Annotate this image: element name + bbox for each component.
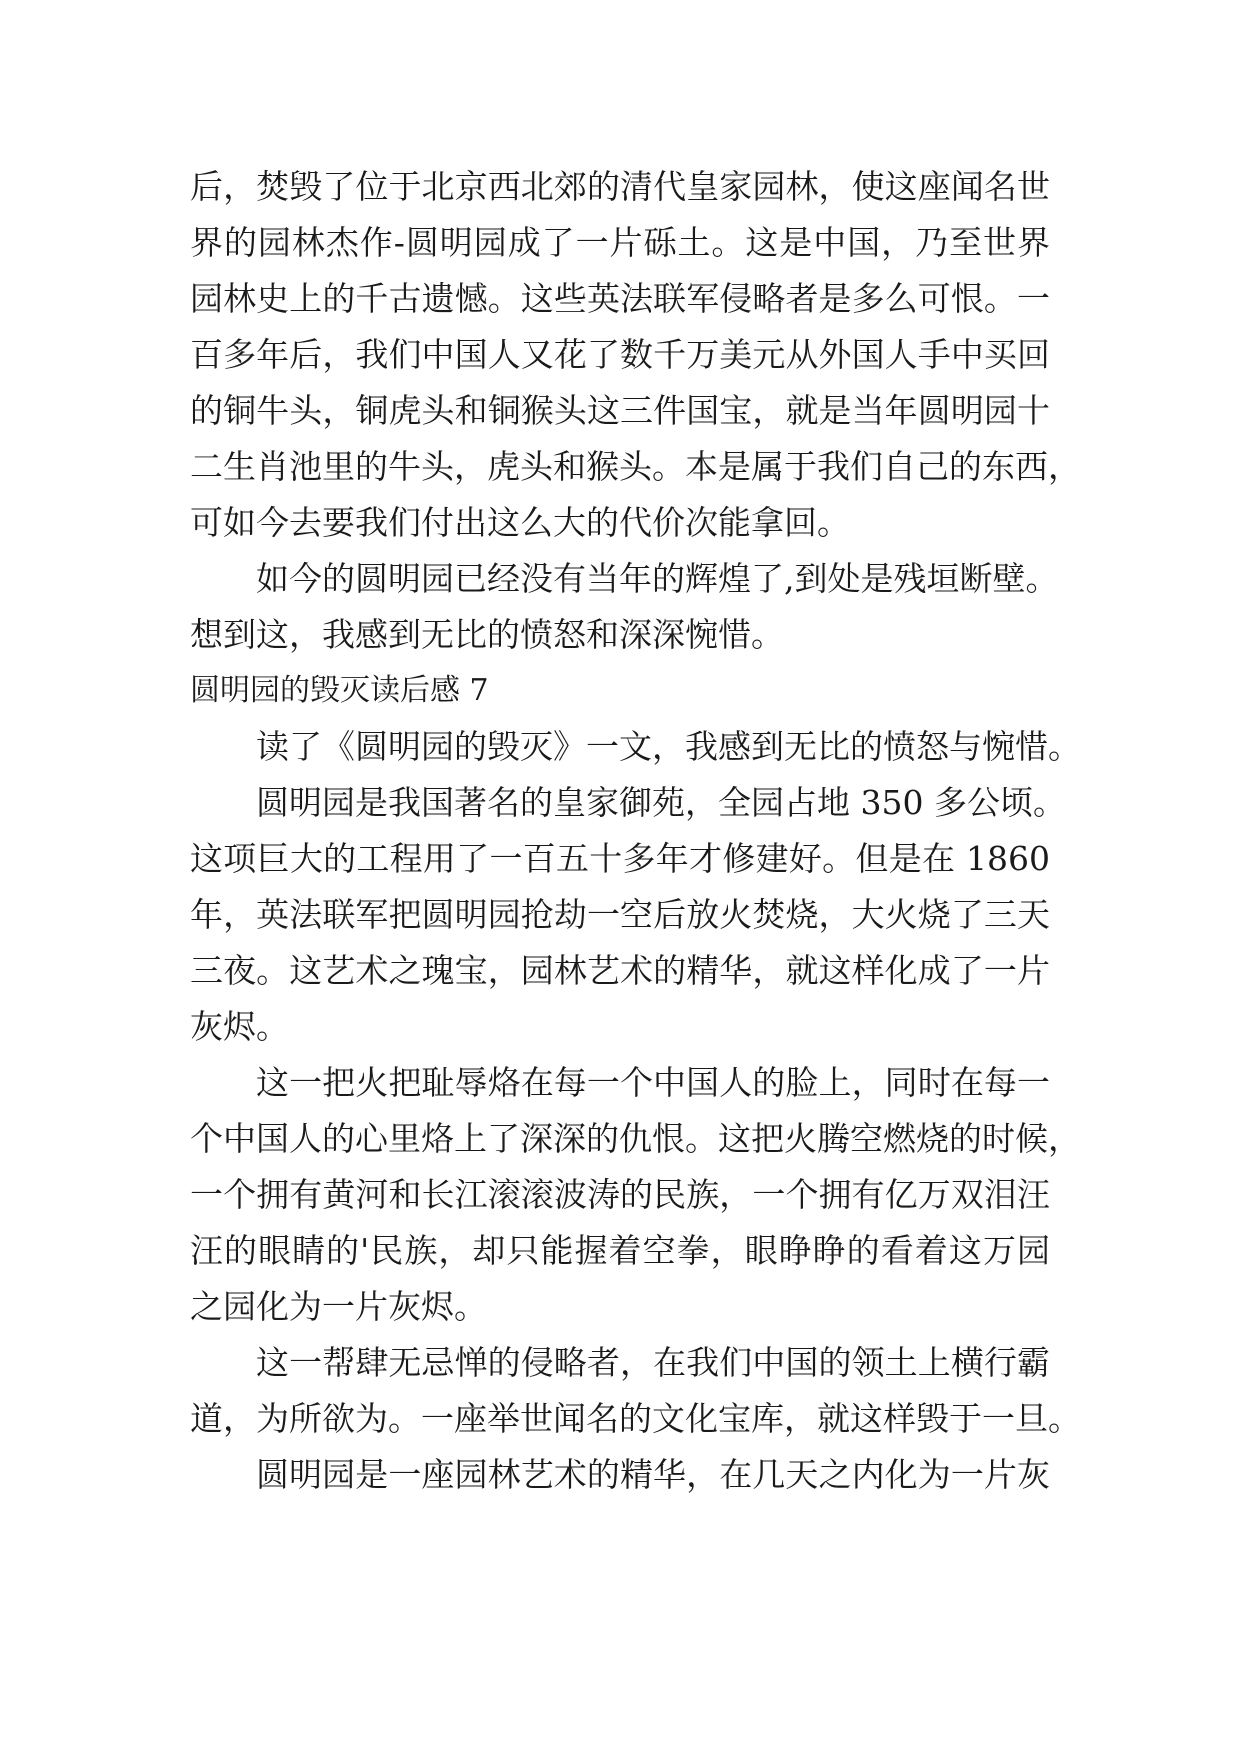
text-line: 圆明园是我国著名的皇家御苑，全园占地 350 多公顷。 <box>256 783 1066 822</box>
text-line: 这一把火把耻辱烙在每一个中国人的脸上，同时在每一 <box>256 1063 1050 1102</box>
text-line: 三夜。这艺术之瑰宝，园林艺术的精华，就这样化成了一片 <box>190 951 1050 990</box>
text-line: 可如今去要我们付出这么大的代价次能拿回。 <box>190 503 850 542</box>
text-line: 这一帮肆无忌惮的侵略者，在我们中国的领土上横行霸 <box>256 1343 1050 1382</box>
text-line: 圆明园是一座园林艺术的精华，在几天之内化为一片灰 <box>256 1455 1050 1494</box>
text-line: 一个拥有黄河和长江滚滚波涛的民族，一个拥有亿万双泪汪 <box>190 1175 1050 1214</box>
text-line: 道，为所欲为。一座举世闻名的文化宝库，就这样毁于一旦。 <box>190 1399 1081 1438</box>
text-line: 的铜牛头，铜虎头和铜猴头这三件国宝，就是当年圆明园十 <box>190 391 1050 430</box>
text-line: 灰烬。 <box>190 1007 289 1046</box>
text-line: 界的园林杰作-圆明园成了一片砾土。这是中国，乃至世界 <box>190 223 1050 262</box>
text-line: 想到这，我感到无比的愤怒和深深惋惜。 <box>190 615 784 654</box>
text-line: 这项巨大的工程用了一百五十多年才修建好。但是在 1860 <box>190 839 1050 878</box>
text-line: 园林史上的千古遗憾。这些英法联军侵略者是多么可恨。一 <box>190 279 1050 318</box>
text-line: 如今的圆明园已经没有当年的辉煌了,到处是残垣断壁。 <box>256 559 1059 598</box>
text-line: 年，英法联军把圆明园抢劫一空后放火焚烧，大火烧了三天 <box>190 895 1050 934</box>
text-line: 读了《圆明园的毁灭》一文，我感到无比的愤怒与惋惜。 <box>256 727 1081 766</box>
text-line: 后，焚毁了位于北京西北郊的清代皇家园林，使这座闻名世 <box>190 167 1050 206</box>
text-line: 百多年后，我们中国人又花了数千万美元从外国人手中买回 <box>190 335 1050 374</box>
text-line: 之园化为一片灰烬。 <box>190 1287 487 1326</box>
text-line: 汪的眼睛的'民族，却只能握着空拳，眼睁睁的看着这万园 <box>190 1231 1050 1270</box>
text-line: 个中国人的心里烙上了深深的仇恨。这把火腾空燃烧的时候， <box>190 1119 1081 1158</box>
section-heading: 圆明园的毁灭读后感 7 <box>190 673 489 708</box>
document-body <box>190 159 1081 1503</box>
text-line: 二生肖池里的牛头，虎头和猴头。本是属于我们自己的东西， <box>190 447 1081 486</box>
